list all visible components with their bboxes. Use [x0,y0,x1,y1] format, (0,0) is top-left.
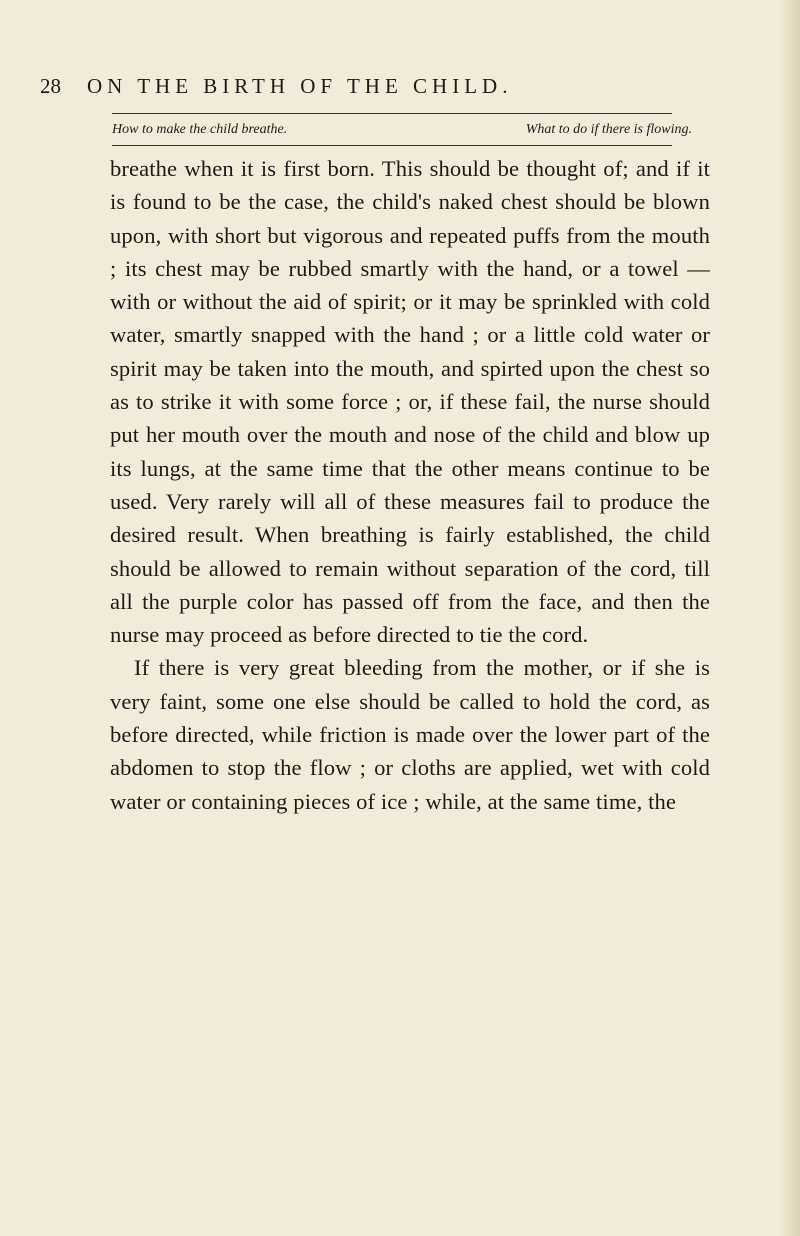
paragraph-continued: breathe when it is first born. This should be thought of; and if it is found to be the case, the child's naked chest should be blown upon, with short but vigorous and repeated puffs from the mouth ; its chest may be rubbed smartly with the hand, or a towel — with or without the aid of spirit; or it may be sprinkled with cold water, smartly snapped with the hand ; or a little cold water or spirit may be taken into the mouth, and spirted upon the chest so as to strike it with some force ; or, if these fail, the nurse should put her mouth over the mouth and nose of the child and blow up its lungs, at the same time that the other means continue to be used. Very rarely will all of these measures fail to produce the desired result. When breathing is fairly established, the child should be allowed to remain without separation of the cord, till all the purple color has passed off from the face, and then the nurse may proceed as before directed to tie the cord. [110,156,710,648]
page-edge-shadow [778,0,800,1236]
header-rule-bottom [112,145,672,146]
body-text [110,152,710,818]
sidenote-right: What to do if there is flowing. [525,122,692,137]
header-rule-top [112,113,672,114]
paragraph-bleeding: If there is very great bleeding from the mother, or if she is very faint, some one else should be called to hold the cord, as before directed, while friction is made over the lower part of the abdomen to stop the flow ; or cloths are applied, wet with cold water or containing pieces of ice ; while, at the same time, the [110,655,710,814]
page-number: 28 [40,74,61,98]
running-head [40,66,780,106]
running-title: ON THE BIRTH OF THE CHILD. [87,74,513,98]
sidenote-left: How to make the child breathe. [112,122,288,137]
sidenotes [112,118,692,142]
